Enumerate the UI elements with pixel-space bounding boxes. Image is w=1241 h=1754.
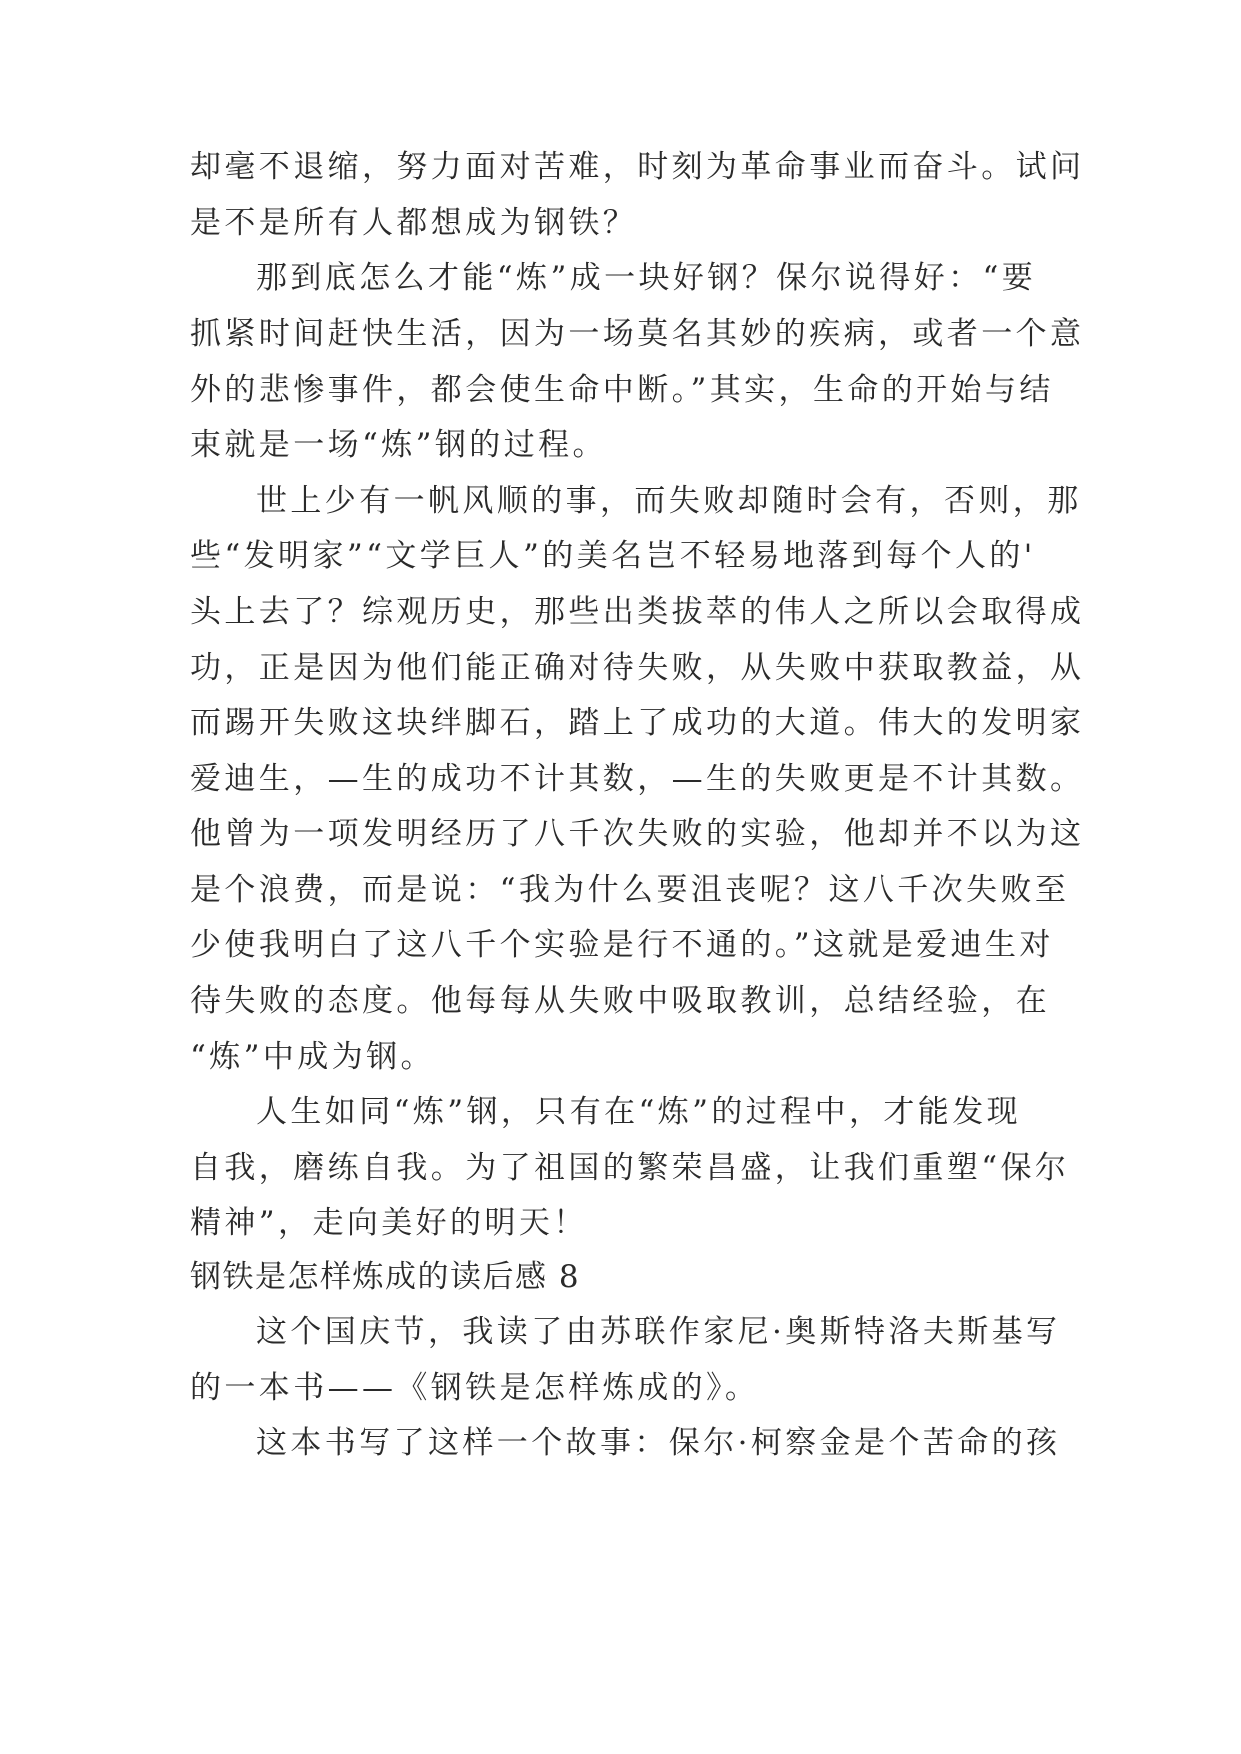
text-line: “炼”中成为钢。 — [190, 1039, 435, 1075]
text-line: 抓紧时间赶快生活，因为一场莫名其妙的疾病，或者一个意 — [190, 316, 1085, 352]
text-line: 自我，磨练自我。为了祖国的繁荣昌盛，让我们重塑“保尔 — [190, 1150, 1070, 1186]
text-line: 而踢开失败这块绊脚石，踏上了成功的大道。伟大的发明家 — [190, 705, 1085, 741]
text-line: 的一本书——《钢铁是怎样炼成的》。 — [190, 1370, 760, 1406]
text-line: 些“发明家”“文学巨人”的美名岂不轻易地落到每个人的' — [190, 538, 1036, 574]
text-line: 精神”，走向美好的明天！ — [190, 1205, 588, 1241]
text-line: 却毫不退缩，努力面对苦难，时刻为革命事业而奋斗。试问 — [190, 149, 1085, 185]
paragraph-start-line: 世上少有一帆风顺的事，而失败却随时会有，否则，那 — [256, 483, 1082, 519]
text-line: 外的悲惨事件，都会使生命中断。”其实，生命的开始与结 — [190, 372, 1054, 408]
section-heading: 钢铁是怎样炼成的读后感 8 — [190, 1259, 581, 1295]
text-line: 待失败的态度。他每每从失败中吸取教训，总结经验，在 — [190, 983, 1050, 1019]
text-line: 爱迪生，—生的成功不计其数，—生的失败更是不计其数。 — [190, 761, 1085, 797]
paragraph-start-line: 这本书写了这样一个故事：保尔·柯察金是个苦命的孩 — [256, 1425, 1061, 1461]
text-line: 他曾为一项发明经历了八千次失败的实验，他却并不以为这 — [190, 816, 1085, 852]
paragraph-start-line: 这个国庆节，我读了由苏联作家尼·奥斯特洛夫斯基写 — [256, 1314, 1061, 1350]
text-line: 束就是一场“炼”钢的过程。 — [190, 427, 607, 463]
text-line: 是个浪费，而是说：“我为什么要沮丧呢？这八千次失败至 — [190, 872, 1070, 908]
text-line: 少使我明白了这八千个实验是行不通的。”这就是爱迪生对 — [190, 927, 1054, 963]
paragraph-start-line: 那到底怎么才能“炼”成一块好钢？保尔说得好：“要 — [256, 260, 1037, 296]
paragraph-start-line: 人生如同“炼”钢，只有在“炼”的过程中，才能发现 — [256, 1094, 1021, 1130]
text-line: 是不是所有人都想成为钢铁？ — [190, 205, 638, 241]
text-line: 功，正是因为他们能正确对待失败，从失败中获取教益，从 — [190, 650, 1085, 686]
text-line: 头上去了？综观历史，那些出类拔萃的伟人之所以会取得成 — [190, 594, 1085, 630]
